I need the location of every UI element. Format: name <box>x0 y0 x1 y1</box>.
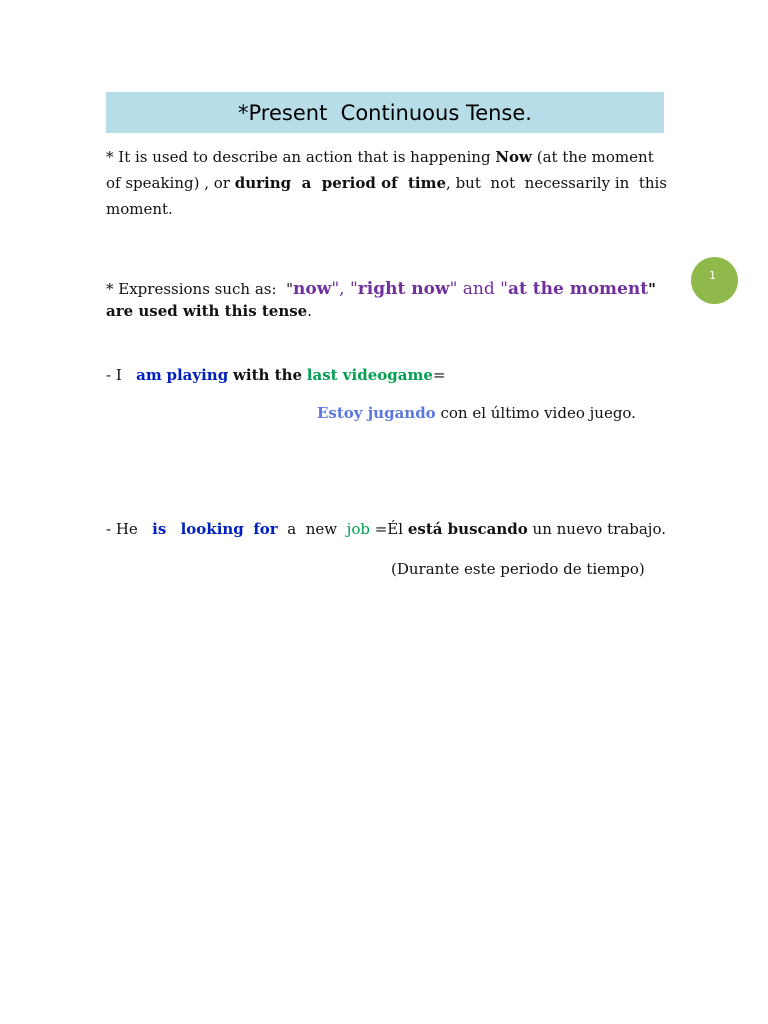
example-2-note <box>391 556 661 582</box>
definition-period: during a period of time <box>234 174 447 192</box>
example-looking: looking <box>180 520 244 538</box>
expressions-text: " <box>648 280 656 298</box>
example-last-videogame: last videogame <box>306 366 433 384</box>
definition-paragraph <box>106 144 668 222</box>
example-text: - I <box>106 366 132 384</box>
example-text: =Él <box>369 520 408 538</box>
expressions-paragraph <box>106 276 662 324</box>
definition-text: , but not necessarily in this <box>446 174 668 192</box>
definition-text: (at the moment <box>531 148 654 166</box>
expression-now: now <box>293 279 332 299</box>
page-title: *Present Continuous Tense. <box>238 100 532 125</box>
example-text: = <box>432 366 446 384</box>
example-2 <box>106 516 666 542</box>
example-job: job <box>346 520 370 538</box>
page-number: 1 <box>709 269 716 282</box>
expressions-text: * Expressions such as: " <box>106 280 293 298</box>
definition-text: moment. <box>106 200 173 218</box>
example-playing: playing <box>166 366 229 384</box>
example-text: con el último video juego. <box>435 404 636 422</box>
example-text: un nuevo trabajo. <box>527 520 666 538</box>
definition-line-3 <box>106 196 662 222</box>
definition-now: Now <box>495 148 532 166</box>
example-text: with the <box>232 366 303 384</box>
page-number-badge <box>691 257 738 304</box>
expression-at-the-moment: at the moment <box>507 279 649 299</box>
expressions-text: . <box>307 302 313 320</box>
example-1-english <box>106 362 662 388</box>
title-bar <box>106 92 664 133</box>
expressions-text: " and " <box>449 279 508 299</box>
definition-line-1 <box>106 144 662 170</box>
example-esta-buscando: está buscando <box>407 520 528 538</box>
expressions-text: are used with this tense <box>106 302 308 320</box>
example-for: for <box>253 520 278 538</box>
example-estoy-jugando: Estoy jugando <box>317 404 436 422</box>
expressions-text: ", " <box>331 279 358 299</box>
expression-right-now: right now <box>357 279 450 299</box>
definition-text: * It is used to describe an action that is happening <box>106 148 496 166</box>
example-text: a new <box>287 520 338 538</box>
example-note: (Durante este periodo de tiempo) <box>391 560 645 578</box>
example-1-spanish <box>317 400 647 426</box>
definition-text: of speaking) , or <box>106 174 235 192</box>
example-is: is <box>152 520 167 538</box>
example-am: am <box>136 366 162 384</box>
example-text: - He <box>106 520 148 538</box>
definition-line-2 <box>106 170 668 196</box>
